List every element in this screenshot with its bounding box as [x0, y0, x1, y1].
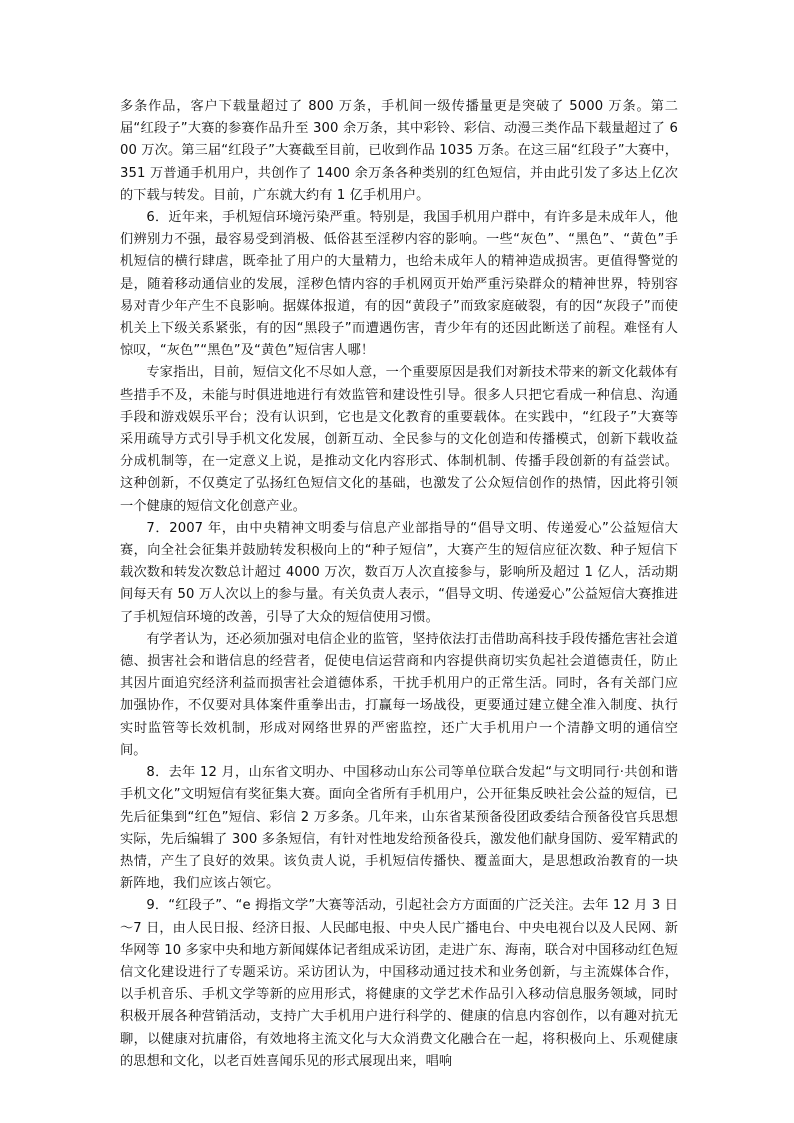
paragraph-expert-opinion: 专家指出，目前，短信文化不尽如人意，一个重要原因是我们对新技术带来的新文化载体有些措手不及，未能与时俱进地进行有效监管和建设性引导。很多人只把它看成一种信息、沟通手段和游戏娱乐平台；没有认识到，它也是文化教育的重要载体。在实践中，“红段子”大赛等采用疏导方式引导手机文化发展，创新互动、全民参与的文化创造和传播模式，创新下载收益分成机制等，在一定意义上说，是推动文化内容形式、体制机制、传播手段创新的有益尝试。这种创新，不仅奠定了弘扬红色短信文化的基础，也激发了公众短信创作的热情，因此将引领一个健康的短信文化创意产业。 — [120, 365, 678, 514]
paragraph-item-8: 8．去年 12 月，山东省文明办、中国移动山东公司等单位联合发起“与文明同行·共创和谐手机文化”文明短信有奖征集大赛。面向全省所有手机用户，公开征集反映社会公益的短信，已先后征集到“红色”短信、彩信 2 万多条。几年来，山东省某预备役团政委结合预备役官兵思想实际，先后编辑了 300 多条短信，有针对性地发给预备役兵，激发他们献身国防、爱军精武的热情，产生了良好的效果。该负责人说，手机短信传播快、覆盖面大，是思想政治教育的一块新阵地，我们应该占领它。 — [120, 765, 678, 892]
paragraph-item-9: 9．“红段子”、“e 拇指文学”大赛等活动，引起社会方方面面的广泛关注。去年 12 月 3 日～7 日，由人民日报、经济日报、人民邮电报、中央人民广播电台、中央电视台以及人民网、新华网等 10 多家中央和地方新闻媒体记者组成采访团，走进广东、海南，联合对中国移动红色短信文化建设进行了专题采访。采访团认为，中国移动通过技术和业务创新，与主流媒体合作，以手机音乐、手机文学等新的应用形式，将健康的文学艺术作品引入移动信息服务领域，同时积极开展各种营销活动，支持广大手机用户进行科学的、健康的信息内容创作，以有趣对抗无聊，以健康对抗庸俗，有效地将主流文化与大众消费文化融合在一起，将积极向上、乐观健康的思想和文化，以老百姓喜闻乐见的形式展现出来，唱响 — [120, 898, 678, 1069]
paragraph-continuation: 多条作品，客户下载量超过了 800 万条，手机间一级传播量更是突破了 5000 万条。第二届“红段子”大赛的参赛作品升至 300 余万条，其中彩铃、彩信、动漫三类作品下载量超过了 600 万次。第三届“红段子”大赛截至目前，已收到作品 1035 万条。在这三届“红段子”大赛中，351 万普通手机用户，共创作了 1400 余万条各种类别的红色短信，并由此引发了多达上亿次的下载与转发。目前，广东就大约有 1 亿手机用户。 — [120, 99, 678, 203]
paragraph-scholar-opinion: 有学者认为，还必须加强对电信企业的监管，坚持依法打击借助高科技手段传播危害社会道德、损害社会和谐信息的经营者，促使电信运营商和内容提供商切实负起社会道德责任，防止其因片面追究经济利益而损害社会道德体系，干扰手机用户的正常生活。同时，各有关部门应加强协作，不仅要对具体案件重拳出击，打赢每一场战役，更要通过建立健全准入制度、执行实时监管等长效机制，形成对网络世界的严密监控，还广大手机用户一个清静文明的通信空间。 — [120, 631, 678, 758]
document-page — [120, 96, 678, 1073]
paragraph-item-6: 6．近年来，手机短信环境污染严重。特别是，我国手机用户群中，有许多是未成年人，他们辨别力不强，最容易受到消极、低俗甚至淫秽内容的影响。一些“灰色”、“黑色”、“黄色”手机短信的横行肆虐，既牵扯了用户的大量精力，也给未成年人的精神造成损害。更值得警觉的是，随着移动通信业的发展，淫秽色情内容的手机网页开始严重污染群众的精神世界，特别容易对青少年产生不良影响。据媒体报道，有的因“黄段子”而致家庭破裂，有的因“灰段子”而使机关上下级关系紧张，有的因“黑段子”而遭遇伤害，青少年有的还因此断送了前程。难怪有人惊叹，“灰色”“黑色”及“黄色”短信害人哪！ — [120, 210, 678, 359]
paragraph-item-7: 7．2007 年，由中央精神文明委与信息产业部指导的“倡导文明、传递爱心”公益短信大赛，向全社会征集并鼓励转发积极向上的“种子短信”，大赛产生的短信应征次数、种子短信下载次数和转发次数总计超过 4000 万次，数百万人次直接参与，影响所及超过 1 亿人，活动期间每天有 50 万人次以上的参与量。有关负责人表示，“倡导文明、传递爱心”公益短信大赛推进了手机短信环境的改善，引导了大众的短信使用习惯。 — [120, 520, 678, 625]
